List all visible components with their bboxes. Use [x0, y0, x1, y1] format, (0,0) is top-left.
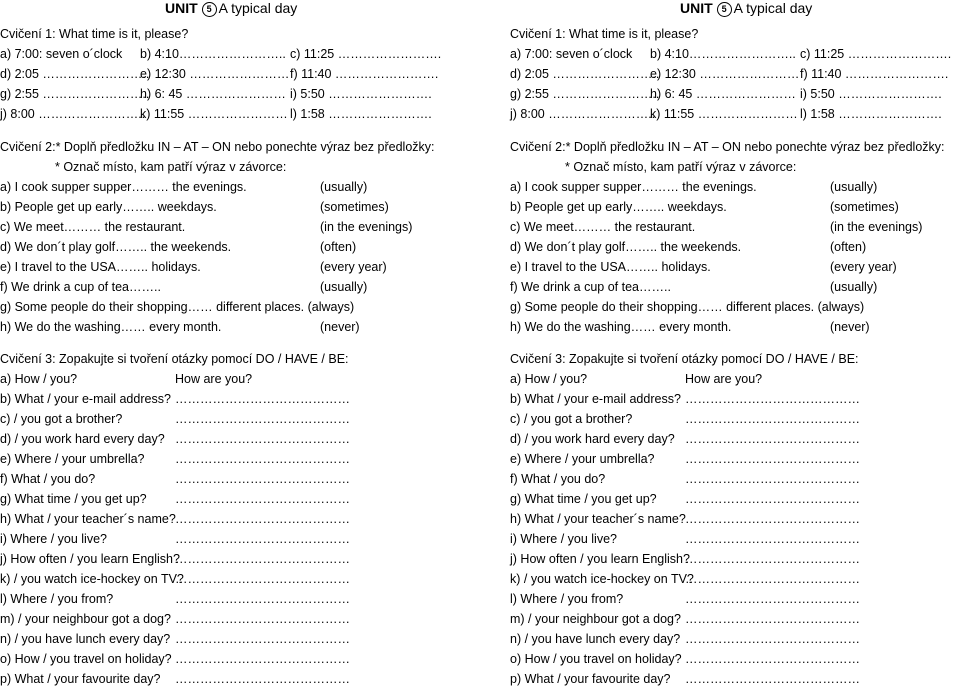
question-row [0, 609, 470, 629]
exercise-1-heading: Cvičení 1: What time is it, please? [0, 27, 189, 41]
time-row [0, 84, 470, 104]
preposition-sentence [510, 257, 960, 277]
question-prompt: b) What / your e-mail address? [0, 392, 171, 406]
question-row [510, 589, 960, 609]
answer-blank: …………………………………… [685, 612, 860, 626]
answer-blank: How are you? [685, 372, 763, 386]
answer-blank: How are you? [175, 372, 253, 386]
answer-blank: …………………………………… [175, 592, 350, 606]
question-row [0, 589, 470, 609]
time-item: b) 4:10…………………….. [650, 47, 796, 61]
question-prompt: p) What / your favourite day? [510, 672, 671, 686]
question-prompt: l) Where / you from? [0, 592, 114, 606]
question-prompt: n) / you have lunch every day? [0, 632, 171, 646]
question-prompt: g) What time / you get up? [0, 492, 147, 506]
question-prompt: i) Where / you live? [510, 532, 617, 546]
time-item: c) 11:25 ……………………. [800, 47, 952, 61]
question-row [0, 549, 470, 569]
time-item: f) 11:40 ……………………. [290, 67, 439, 81]
question-row [510, 649, 960, 669]
sentence-text: c) We meet……… the restaurant. [510, 220, 696, 234]
sentence-text: f) We drink a cup of tea…….. [510, 280, 671, 294]
answer-blank: …………………………………… [175, 512, 350, 526]
question-prompt: k) / you watch ice-hockey on TV? [0, 572, 184, 586]
question-row [510, 469, 960, 489]
time-item: g) 2:55 …………………….. [510, 87, 660, 101]
question-prompt: h) What / your teacher´s name? [0, 512, 176, 526]
question-row [0, 529, 470, 549]
unit-prefix: UNIT [165, 0, 198, 16]
preposition-sentence [0, 257, 470, 277]
answer-blank: …………………………………… [685, 532, 860, 546]
question-prompt: j) How often / you learn English? [510, 552, 690, 566]
time-item: i) 5:50 ……………………. [800, 87, 942, 101]
answer-blank: …………………………………… [685, 492, 860, 506]
adverb-hint: (sometimes) [320, 200, 389, 214]
question-row [0, 509, 470, 529]
time-item: h) 6: 45 …………………… [140, 87, 286, 101]
unit-prefix: UNIT [680, 0, 713, 16]
answer-blank: …………………………………… [175, 412, 350, 426]
time-item: l) 1:58 ……………………. [290, 107, 432, 121]
question-row [510, 609, 960, 629]
unit-number-badge: 5 [717, 2, 732, 17]
preposition-sentence [0, 197, 470, 217]
answer-blank: …………………………………… [175, 652, 350, 666]
question-row [0, 369, 470, 389]
sentence-text: e) I travel to the USA…….. holidays. [0, 260, 201, 274]
exercise-2-subheading: * Označ místo, kam patří výraz v závorce: [55, 160, 287, 174]
question-row [510, 369, 960, 389]
answer-blank: …………………………………… [685, 432, 860, 446]
preposition-sentence [510, 297, 960, 317]
question-row [510, 429, 960, 449]
question-prompt: m) / your neighbour got a dog? [510, 612, 681, 626]
sentence-text: d) We don´t play golf…….. the weekends. [510, 240, 742, 254]
answer-blank: …………………………………… [175, 492, 350, 506]
worksheet-column-left [0, 0, 470, 687]
exercise-2-heading: Cvičení 2:* Doplň předložku IN – AT – ON nebo ponechte výraz bez předložky: [0, 140, 435, 154]
time-row [0, 104, 470, 124]
adverb-hint: (every year) [320, 260, 387, 274]
answer-blank: …………………………………… [175, 632, 350, 646]
exercise-2-subheading: * Označ místo, kam patří výraz v závorce: [565, 160, 797, 174]
time-item: h) 6: 45 …………………… [650, 87, 796, 101]
answer-blank: …………………………………… [685, 552, 860, 566]
answer-blank: …………………………………… [685, 592, 860, 606]
question-row [0, 469, 470, 489]
question-prompt: o) How / you travel on holiday? [510, 652, 682, 666]
sentence-text: g) Some people do their shopping…… different places. (always) [510, 300, 865, 314]
question-row [510, 549, 960, 569]
question-row [0, 429, 470, 449]
answer-blank: …………………………………… [685, 472, 860, 486]
answer-blank: …………………………………… [685, 512, 860, 526]
adverb-hint: (sometimes) [830, 200, 899, 214]
question-row [510, 529, 960, 549]
adverb-hint: (in the evenings) [320, 220, 413, 234]
time-item: i) 5:50 ……………………. [290, 87, 432, 101]
answer-blank: …………………………………… [175, 392, 350, 406]
answer-blank: …………………………………… [685, 672, 860, 686]
sentence-text: e) I travel to the USA…….. holidays. [510, 260, 711, 274]
question-row [510, 489, 960, 509]
time-row [0, 44, 470, 64]
answer-blank: …………………………………… [175, 532, 350, 546]
sentence-text: a) I cook supper supper……… the evenings. [0, 180, 247, 194]
question-prompt: e) Where / your umbrella? [0, 452, 145, 466]
answer-blank: …………………………………… [175, 432, 350, 446]
sentence-text: d) We don´t play golf…….. the weekends. [0, 240, 232, 254]
adverb-hint: (usually) [830, 180, 878, 194]
time-item: a) 7:00: seven o´clock [0, 47, 123, 61]
question-prompt: n) / you have lunch every day? [510, 632, 681, 646]
time-item: f) 11:40 ……………………. [800, 67, 949, 81]
answer-blank: …………………………………… [685, 632, 860, 646]
preposition-sentence [510, 197, 960, 217]
exercise-3-heading: Cvičení 3: Zopakujte si tvoření otázky pomocí DO / HAVE / BE: [0, 352, 349, 366]
time-item: b) 4:10…………………….. [140, 47, 286, 61]
time-row [0, 64, 470, 84]
time-item: g) 2:55 …………………….. [0, 87, 150, 101]
preposition-sentence [510, 217, 960, 237]
time-row [510, 84, 960, 104]
time-item: k) 11:55 …………………… [140, 107, 288, 121]
question-row [0, 629, 470, 649]
preposition-sentence [0, 277, 470, 297]
question-row [0, 489, 470, 509]
question-row [0, 649, 470, 669]
exercise-1-heading: Cvičení 1: What time is it, please? [510, 27, 699, 41]
question-row [510, 509, 960, 529]
time-item: e) 12:30 …………………… [650, 67, 800, 81]
preposition-sentence [510, 317, 960, 337]
exercise-3-heading: Cvičení 3: Zopakujte si tvoření otázky pomocí DO / HAVE / BE: [510, 352, 859, 366]
preposition-sentence [510, 277, 960, 297]
question-row [510, 569, 960, 589]
preposition-sentence [510, 237, 960, 257]
answer-blank: …………………………………… [685, 412, 860, 426]
time-item: j) 8:00 …………………….. [0, 107, 146, 121]
preposition-sentence [0, 237, 470, 257]
question-row [0, 409, 470, 429]
answer-blank: …………………………………… [175, 452, 350, 466]
question-row [0, 569, 470, 589]
question-prompt: d) / you work hard every day? [0, 432, 165, 446]
preposition-sentence [0, 297, 470, 317]
sentence-text: h) We do the washing…… every month. [510, 320, 732, 334]
answer-blank: …………………………………… [175, 672, 350, 686]
unit-name: A typical day [218, 0, 298, 16]
adverb-hint: (often) [830, 240, 867, 254]
question-prompt: e) Where / your umbrella? [510, 452, 655, 466]
time-item: l) 1:58 ……………………. [800, 107, 942, 121]
answer-blank: …………………………………… [175, 472, 350, 486]
time-item: d) 2:05 …………………….. [0, 67, 150, 81]
time-row [510, 44, 960, 64]
adverb-hint: (usually) [830, 280, 878, 294]
question-row [510, 449, 960, 469]
sentence-text: h) We do the washing…… every month. [0, 320, 222, 334]
question-row [510, 389, 960, 409]
question-prompt: d) / you work hard every day? [510, 432, 675, 446]
adverb-hint: (in the evenings) [830, 220, 923, 234]
question-prompt: i) Where / you live? [0, 532, 107, 546]
answer-blank: …………………………………… [685, 572, 860, 586]
time-item: c) 11:25 ……………………. [290, 47, 442, 61]
preposition-sentence [0, 217, 470, 237]
question-row [0, 389, 470, 409]
question-prompt: g) What time / you get up? [510, 492, 657, 506]
time-item: k) 11:55 …………………… [650, 107, 798, 121]
preposition-sentence [0, 177, 470, 197]
answer-blank: …………………………………… [685, 652, 860, 666]
question-prompt: k) / you watch ice-hockey on TV? [510, 572, 694, 586]
question-row [0, 669, 470, 689]
question-prompt: a) How / you? [510, 372, 588, 386]
sentence-text: g) Some people do their shopping…… different places. (always) [0, 300, 355, 314]
question-prompt: c) / you got a brother? [0, 412, 123, 426]
question-prompt: b) What / your e-mail address? [510, 392, 681, 406]
adverb-hint: (often) [320, 240, 357, 254]
question-row [0, 449, 470, 469]
preposition-sentence [0, 317, 470, 337]
sentence-text: f) We drink a cup of tea…….. [0, 280, 161, 294]
time-row [510, 104, 960, 124]
answer-blank: …………………………………… [175, 552, 350, 566]
adverb-hint: (every year) [830, 260, 897, 274]
time-item: a) 7:00: seven o´clock [510, 47, 633, 61]
answer-blank: …………………………………… [175, 572, 350, 586]
unit-name: A typical day [733, 0, 813, 16]
adverb-hint: (usually) [320, 180, 368, 194]
time-item: d) 2:05 …………………….. [510, 67, 660, 81]
preposition-sentence [510, 177, 960, 197]
question-row [510, 629, 960, 649]
unit-title [680, 0, 812, 17]
question-prompt: l) Where / you from? [510, 592, 624, 606]
question-row [510, 669, 960, 689]
answer-blank: …………………………………… [175, 612, 350, 626]
adverb-hint: (never) [320, 320, 360, 334]
answer-blank: …………………………………… [685, 452, 860, 466]
question-prompt: f) What / you do? [510, 472, 606, 486]
question-prompt: a) How / you? [0, 372, 78, 386]
question-prompt: p) What / your favourite day? [0, 672, 161, 686]
worksheet-column-right [510, 0, 960, 687]
unit-title [165, 0, 297, 17]
adverb-hint: (usually) [320, 280, 368, 294]
adverb-hint: (never) [830, 320, 870, 334]
question-row [510, 409, 960, 429]
question-prompt: c) / you got a brother? [510, 412, 633, 426]
question-prompt: f) What / you do? [0, 472, 96, 486]
question-prompt: j) How often / you learn English? [0, 552, 180, 566]
sentence-text: b) People get up early…….. weekdays. [0, 200, 217, 214]
time-row [510, 64, 960, 84]
question-prompt: o) How / you travel on holiday? [0, 652, 172, 666]
exercise-2-heading: Cvičení 2:* Doplň předložku IN – AT – ON nebo ponechte výraz bez předložky: [510, 140, 945, 154]
question-prompt: m) / your neighbour got a dog? [0, 612, 171, 626]
answer-blank: …………………………………… [685, 392, 860, 406]
time-item: j) 8:00 …………………….. [510, 107, 656, 121]
sentence-text: c) We meet……… the restaurant. [0, 220, 186, 234]
sentence-text: b) People get up early…….. weekdays. [510, 200, 727, 214]
time-item: e) 12:30 …………………… [140, 67, 290, 81]
question-prompt: h) What / your teacher´s name? [510, 512, 686, 526]
unit-number-badge: 5 [202, 2, 217, 17]
sentence-text: a) I cook supper supper……… the evenings. [510, 180, 757, 194]
